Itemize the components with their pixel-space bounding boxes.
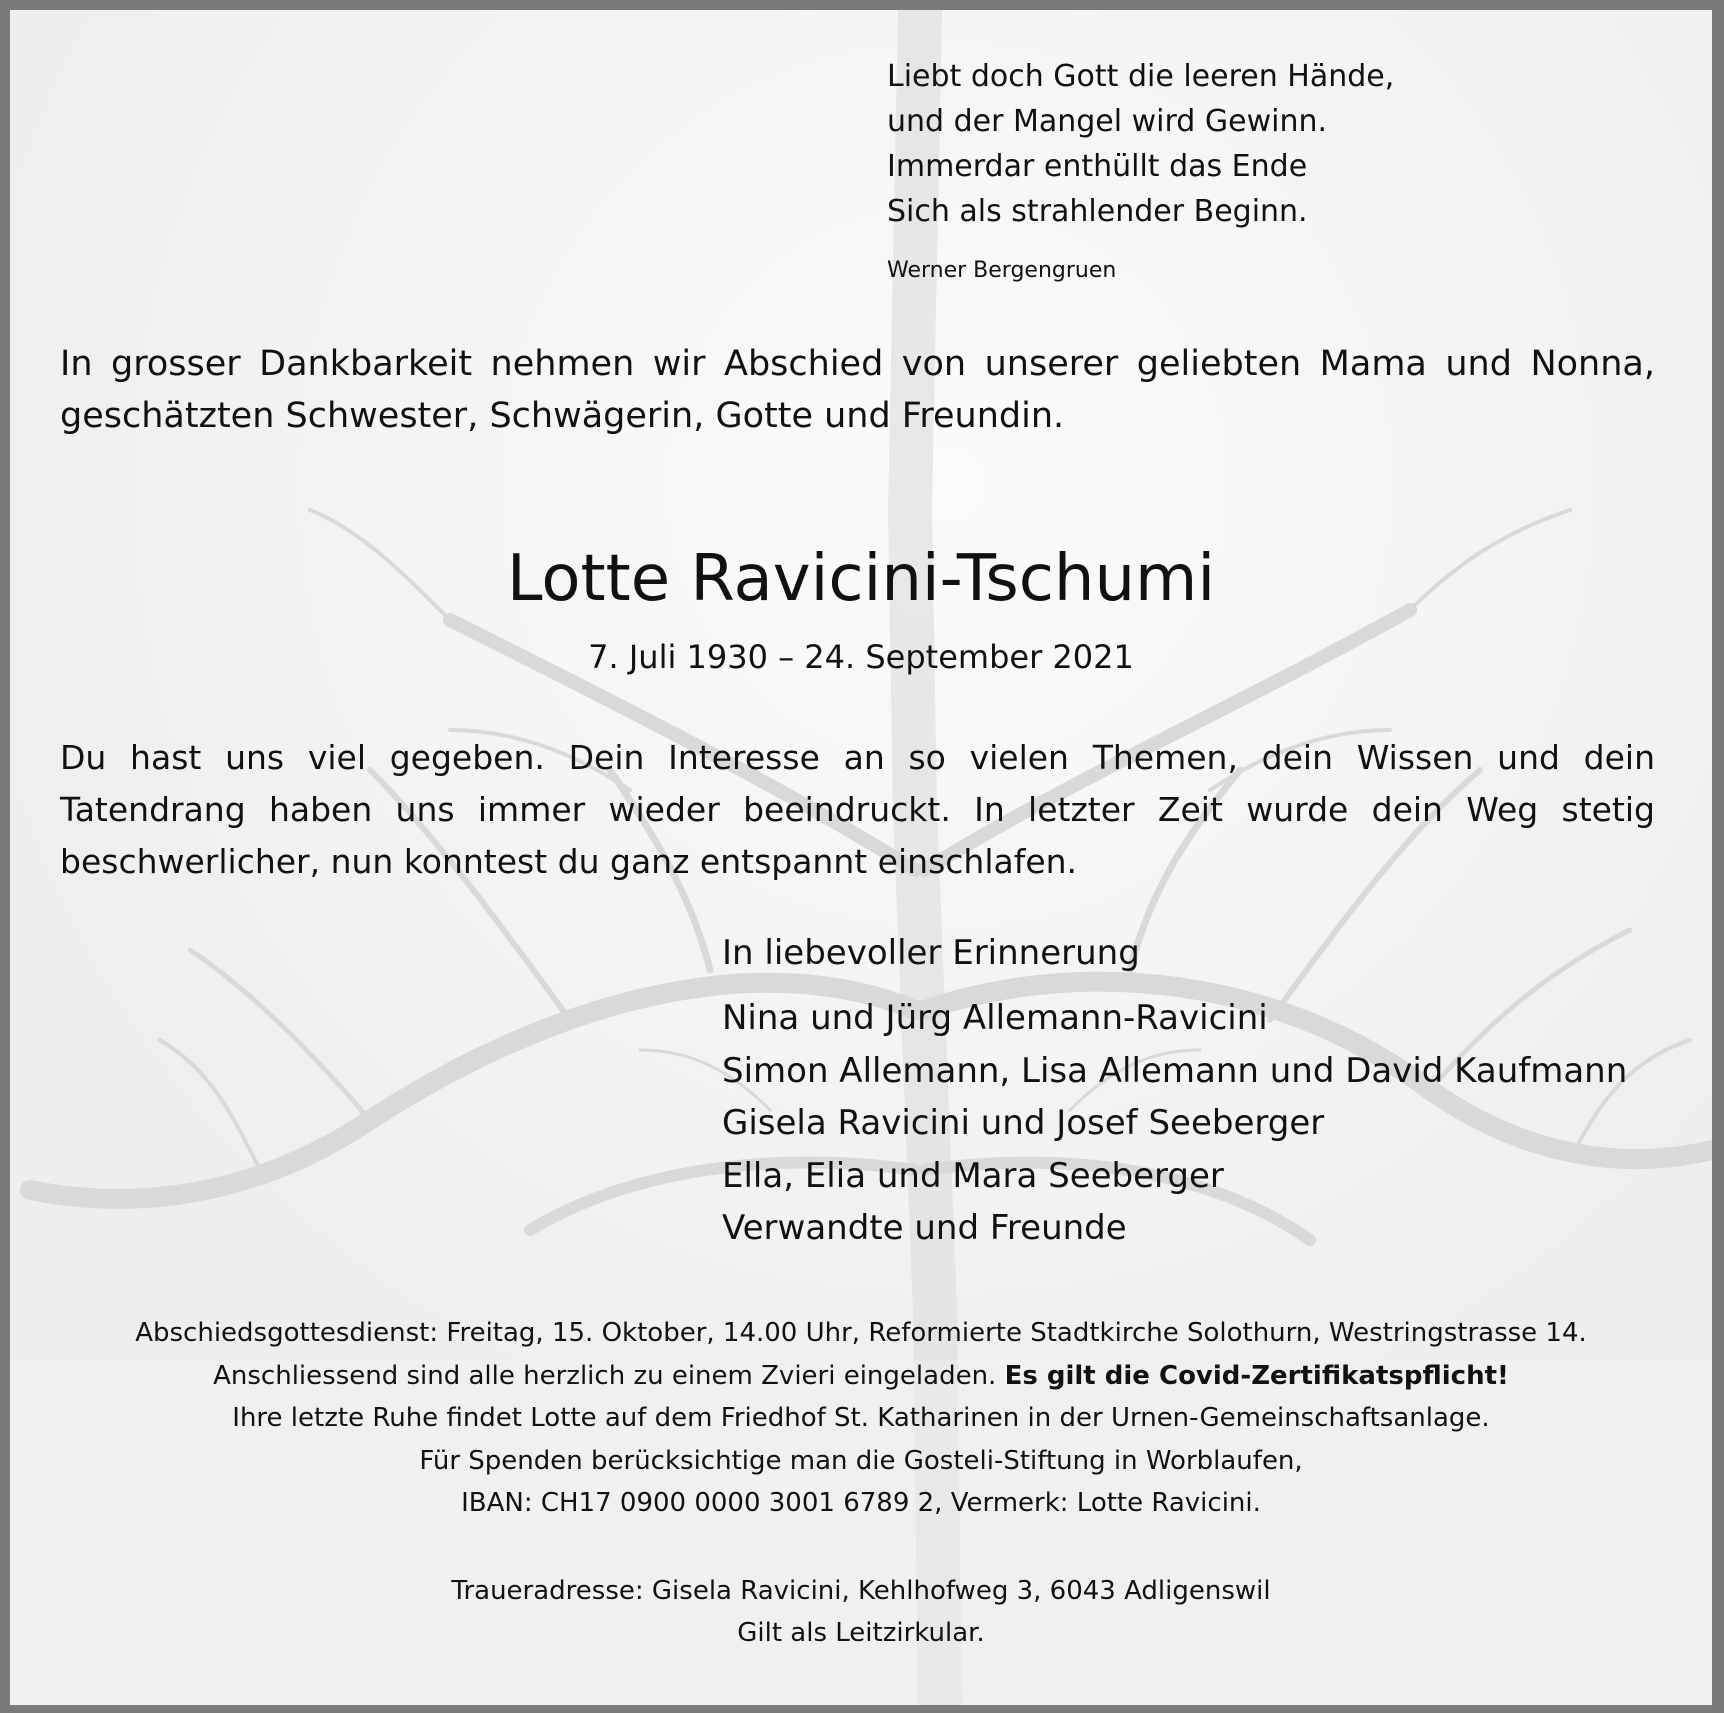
- poem-line: Sich als strahlender Beginn.: [887, 194, 1308, 229]
- circular-note: Gilt als Leitzirkular.: [737, 1618, 985, 1648]
- service-notice: [10, 1312, 1712, 1525]
- poem: [887, 54, 1394, 234]
- obituary-page: [10, 10, 1712, 1705]
- poem-author: Werner Bergengruen: [887, 258, 1117, 283]
- address-line: Traueradresse: Gisela Ravicini, Kehlhofweg 3, 6043 Adligenswil: [451, 1576, 1271, 1606]
- family-member: Gisela Ravicini und Josef Seeberger: [722, 1103, 1325, 1143]
- poem-line: Liebt doch Gott die leeren Hände,: [887, 59, 1395, 94]
- burial-info: Ihre letzte Ruhe findet Lotte auf dem Friedhof St. Katharinen in der Urnen-Gemeinschaftsanlage.: [232, 1403, 1490, 1433]
- invitation-text: Anschliessend sind alle herzlich zu einem Zvieri eingeladen.: [213, 1360, 997, 1391]
- family-member: Simon Allemann, Lisa Allemann und David Kaufmann: [722, 1050, 1628, 1091]
- tribute-paragraph: Du hast uns viel gegeben. Dein Interesse an so vielen Themen, dein Wissen und dein Tatendrang haben uns immer wieder beeindruckt. In letzter Zeit wurde dein Weg stetig beschwerlicher, nun konntest du ganz entspannt einschlafen.: [60, 738, 1655, 881]
- mourning-address: [10, 1570, 1712, 1654]
- life-dates: 7. Juli 1930 – 24. September 2021: [588, 638, 1134, 676]
- iban-info: IBAN: CH17 0900 0000 3001 6789 2, Vermerk: Lotte Ravicini.: [461, 1488, 1261, 1518]
- invitation-line: [10, 1355, 1712, 1398]
- family-heading: In liebevoller Erinnerung: [722, 933, 1140, 973]
- intro-paragraph: In grosser Dankbarkeit nehmen wir Abschied von unserer geliebten Mama und Nonna, geschätzten Schwester, Schwägerin, Gotte und Freundin.: [60, 344, 1655, 436]
- service-info: Abschiedsgottesdienst: Freitag, 15. Oktober, 14.00 Uhr, Reformierte Stadtkirche Solothurn, Westringstrasse 14.: [135, 1318, 1587, 1348]
- family-list: [722, 992, 1627, 1255]
- family-member: Verwandte und Freunde: [722, 1208, 1127, 1248]
- poem-line: Immerdar enthüllt das Ende: [887, 149, 1308, 184]
- poem-line: und der Mangel wird Gewinn.: [887, 104, 1328, 139]
- covid-notice: Es gilt die Covid-Zertifikatspflicht!: [1004, 1360, 1509, 1391]
- family-member: Nina und Jürg Allemann-Ravicini: [722, 998, 1268, 1038]
- donation-info: Für Spenden berücksichtige man die Gosteli-Stiftung in Worblaufen,: [419, 1445, 1303, 1476]
- deceased-name: Lotte Ravicini-Tschumi: [506, 542, 1216, 616]
- family-member: Ella, Elia und Mara Seeberger: [722, 1155, 1224, 1196]
